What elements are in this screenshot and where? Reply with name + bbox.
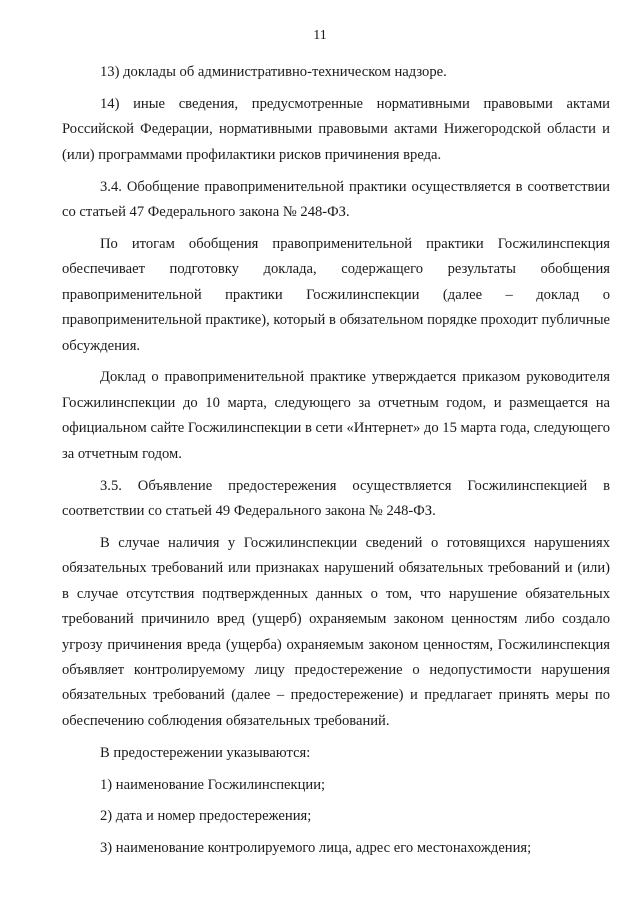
page-number: 11 xyxy=(313,28,327,43)
paragraph-warning-conditions: В случае наличия у Госжилинспекции сведений о готовящихся нарушениях обязательных требований или признаках нарушений обязательных требований и (или) в случае отсутствия подтвержденных данных о том, что нарушение обязательных требований причинило вред (ущерб) охраняемым законом ценностям либо создало угрозу причинения вреда (ущерба) охраняемым законом ценностям, Госжилинспекция объявляет контролируемому лицу предостережение о недопустимости нарушения обязательных требований (далее – предостережение) и предлагает принять меры по обеспечению соблюдения обязательных требований. xyxy=(62,534,610,729)
paragraph-report-approval: Доклад о правоприменительной практике утверждается приказом руководителя Госжилинспекции до 10 марта, следующего за отчетным годом, и размещается на официальном сайте Госжилинспекции в сети «Интернет» до 15 марта года, следующего за отчетным годом. xyxy=(62,369,610,462)
paragraph-warning-contents-intro: В предостережении указываются: xyxy=(100,744,311,761)
paragraph-item-14: 14) иные сведения, предусмотренные нормативными правовыми актами Российской Федерации, нормативными правовыми актами Нижегородской области и (или) программами профилактики рисков причинения вреда. xyxy=(62,95,610,163)
paragraph-practice-report: По итогам обобщения правоприменительной практики Госжилинспекция обеспечивает подготовку доклада, содержащего результаты обобщения правоприменительной практики Госжилинспекции (далее – доклад о правоприменительной практике), который в обязательном порядке проходит публичные обсуждения. xyxy=(62,235,610,354)
paragraph-section-3-5: 3.5. Объявление предостережения осуществляется Госжилинспекцией в соответствии со статьей 49 Федерального закона № 248-ФЗ. xyxy=(62,477,610,519)
list-item-1: 1) наименование Госжилинспекции; xyxy=(100,776,326,793)
paragraph-item-13: 13) доклады об административно-техническом надзоре. xyxy=(100,64,447,80)
list-item-3: 3) наименование контролируемого лица, адрес его местонахождения; xyxy=(100,840,532,857)
paragraph-section-3-4: 3.4. Обобщение правоприменительной практики осуществляется в соответствии со статьей 47 Федерального закона № 248-ФЗ. xyxy=(62,178,610,221)
list-item-2: 2) дата и номер предостережения; xyxy=(100,808,312,825)
document-body xyxy=(62,60,610,862)
